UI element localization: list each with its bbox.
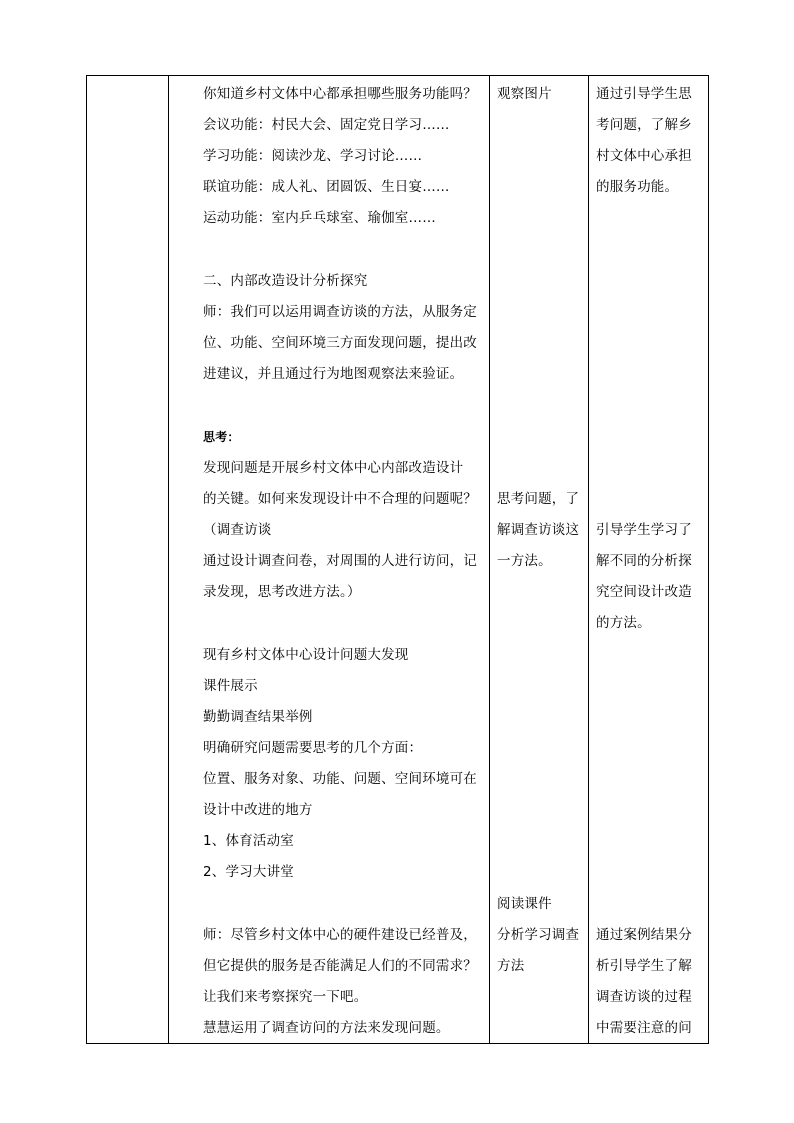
table-row — [87, 76, 709, 1044]
intent-line: 的服务功能。 — [596, 179, 679, 195]
student-line: 分析学习调查 — [497, 927, 580, 943]
content-line: 录发现，思考改进方法。） — [203, 584, 361, 600]
content-line: 位、功能、空间环境三方面发现问题，提出改 — [203, 335, 477, 351]
intent-line: 通过引导学生思 — [596, 86, 692, 102]
section-heading: 二、内部改造设计分析探究 — [203, 273, 368, 289]
content-line: 进建议，并且通过行为地图观察法来验证。 — [203, 366, 464, 382]
student-line: 解调查访谈这 — [497, 522, 580, 538]
content-line: 慧慧运用了调查访问的方法来发现问题。 — [203, 1020, 450, 1036]
student-line: 方法 — [497, 958, 525, 974]
student-line: 思考问题，了 — [497, 491, 580, 507]
content-line: 运动功能：室内乒乓球室、瑜伽室…… — [203, 210, 436, 226]
content-line: 通过设计调查问卷，对周围的人进行访问，记 — [203, 553, 477, 569]
student-line: 观察图片 — [497, 86, 552, 102]
intent-line: 调查访谈的过程 — [596, 989, 692, 1005]
teaching-content-cell — [169, 76, 490, 1044]
content-line: 明确研究问题需要思考的几个方面： — [203, 740, 423, 756]
intent-line: 中需要注意的问 — [596, 1020, 692, 1036]
content-line: 课件展示 — [203, 678, 258, 694]
content-line: 让我们来考察探究一下吧。 — [203, 989, 368, 1005]
content-line: 现有乡村文体中心设计问题大发现 — [203, 647, 409, 663]
content-line: 师：尽管乡村文体中心的硬件建设已经普及， — [203, 927, 477, 943]
intent-line: 的方法。 — [596, 615, 651, 631]
content-line: 你知道乡村文体中心都承担哪些服务功能吗？ — [203, 86, 477, 102]
intent-line: 解不同的分析探 — [596, 553, 692, 569]
content-line: 发现问题是开展乡村文体中心内部改造设计 — [203, 460, 464, 476]
content-line: 位置、服务对象、功能、问题、空间环境可在 — [203, 771, 477, 787]
intent-line: 引导学生学习了 — [596, 522, 692, 538]
think-heading: 思考： — [203, 430, 240, 444]
intent-line: 村文体中心承担 — [596, 148, 692, 164]
student-line: 一方法。 — [497, 553, 552, 569]
intent-line: 究空间设计改造 — [596, 584, 692, 600]
content-line: 联谊功能：成人礼、团圆饭、生日宴…… — [203, 179, 450, 195]
student-line: 阅读课件 — [497, 896, 552, 912]
content-line: 但它提供的服务是否能满足人们的不同需求？ — [203, 958, 477, 974]
content-line: 会议功能：村民大会、固定党日学习…… — [203, 117, 450, 133]
intent-line: 通过案例结果分 — [596, 927, 692, 943]
content-line: 勤勤调查结果举例 — [203, 709, 313, 725]
intent-line: 考问题，了解乡 — [596, 117, 692, 133]
content-line: 学习功能：阅读沙龙、学习讨论…… — [203, 148, 423, 164]
content-line: （调查访谈 — [203, 522, 272, 538]
lesson-plan-table — [86, 75, 709, 1044]
blank-column-cell — [87, 76, 169, 1044]
content-line: 2、学习大讲堂 — [203, 864, 294, 880]
design-intent-cell — [589, 76, 709, 1044]
content-line: 1、体育活动室 — [203, 833, 294, 849]
content-line: 设计中改进的地方 — [203, 802, 313, 818]
content-line: 的关键。如何来发现设计中不合理的问题呢？ — [203, 491, 477, 507]
student-activity-cell — [490, 76, 589, 1044]
intent-line: 析引导学生了解 — [596, 958, 692, 974]
content-line: 师：我们可以运用调查访谈的方法，从服务定 — [203, 304, 477, 320]
